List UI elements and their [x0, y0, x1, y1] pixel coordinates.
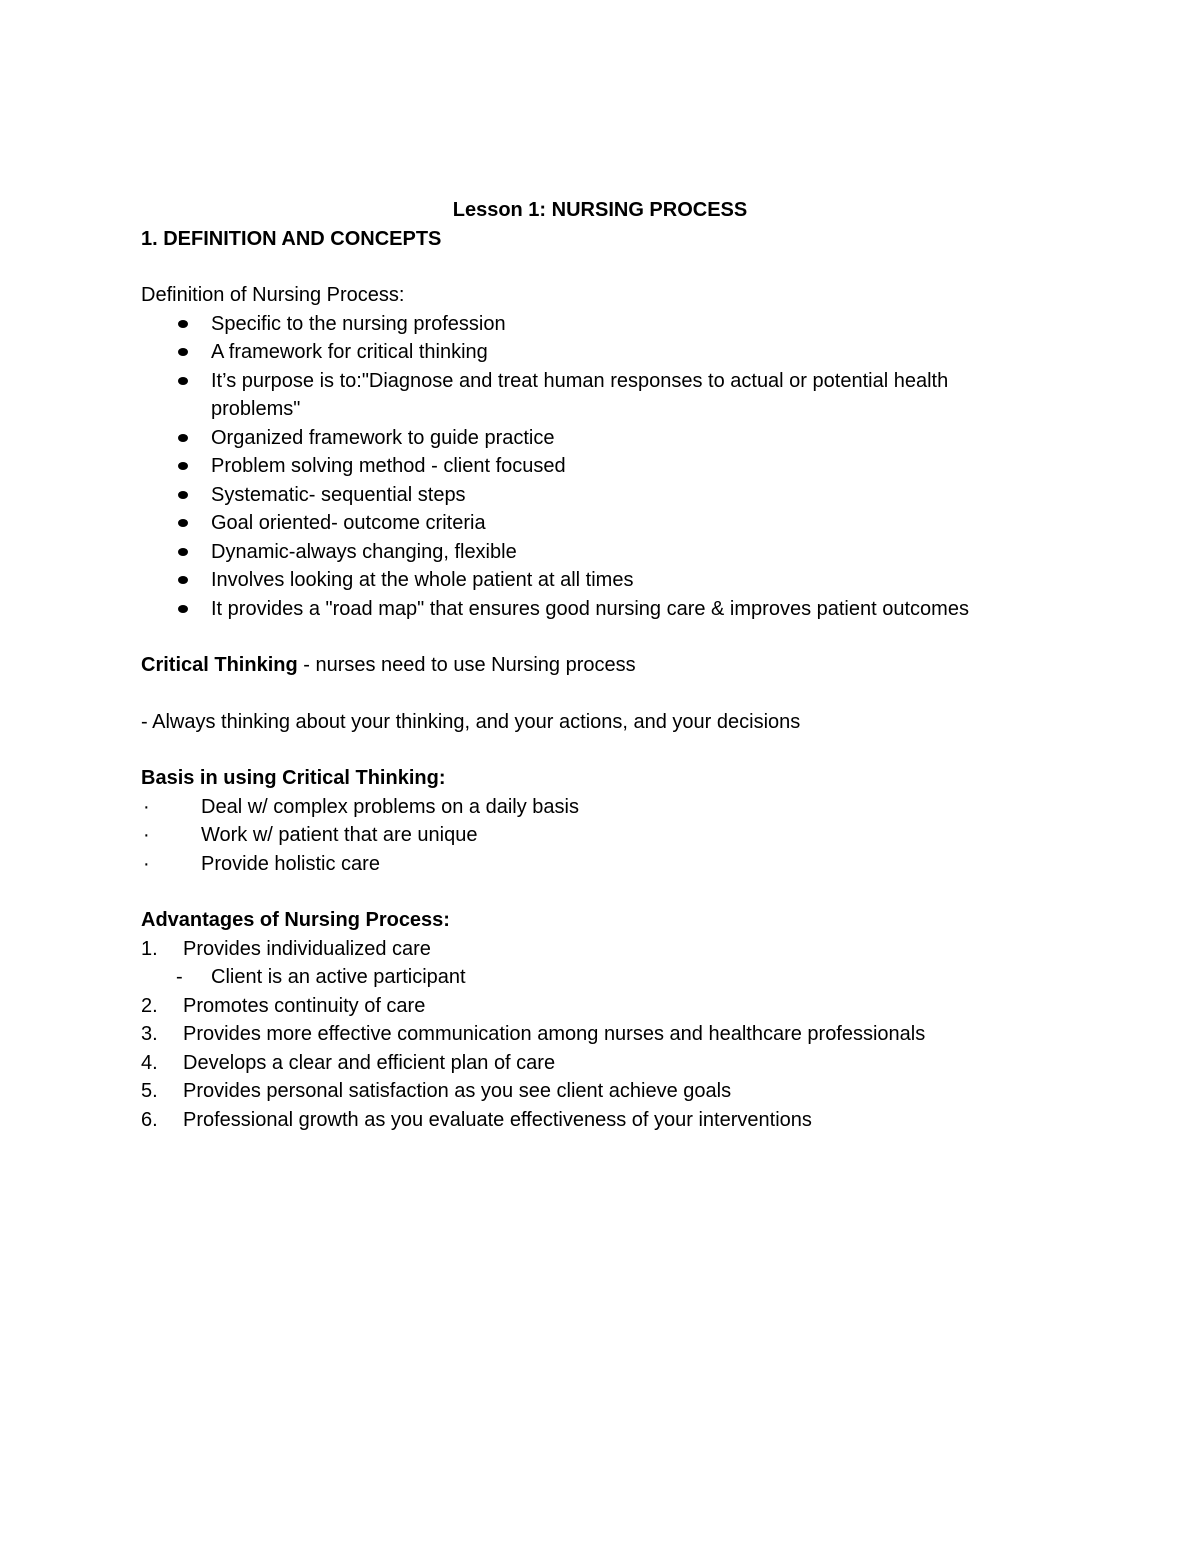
list-item — [141, 850, 1041, 879]
advantage-text: Promotes continuity of care — [183, 994, 426, 1017]
list-item — [141, 793, 1041, 822]
list-item — [141, 1077, 1041, 1106]
advantages-heading: Advantages of Nursing Process: — [141, 909, 450, 931]
list-item: Organized framework to guide practice — [141, 424, 1041, 453]
list-item: Systematic- sequential steps — [141, 481, 1041, 510]
advantage-text: Provides individualized care — [183, 937, 431, 960]
list-item — [141, 1020, 1041, 1049]
definition-intro: Definition of Nursing Process: — [141, 284, 405, 306]
spacer — [141, 253, 1041, 281]
section-heading-definition: 1. DEFINITION AND CONCEPTS — [141, 227, 442, 250]
list-number: 5. — [141, 1080, 158, 1102]
list-item — [141, 1106, 1041, 1135]
sub-item-text: Client is an active participant — [211, 966, 466, 988]
list-item — [141, 935, 1041, 964]
critical-thinking-text: - nurses need to use Nursing process — [297, 654, 636, 676]
list-item — [141, 821, 1041, 850]
critical-thinking-label: Critical Thinking — [141, 654, 298, 676]
list-item: Problem solving method - client focused — [141, 452, 1041, 481]
spacer — [141, 736, 1041, 764]
list-item: It’s purpose is to:"Diagnose and treat human responses to actual or potential health problems" — [141, 367, 1041, 424]
list-number: 2. — [141, 994, 158, 1017]
list-item — [141, 992, 1041, 1021]
advantage-text: Professional growth as you evaluate effectiveness of your interventions — [183, 1108, 812, 1131]
list-item: It provides a "road map" that ensures good nursing care & improves patient outcomes — [141, 595, 1041, 624]
spacer — [141, 680, 1041, 708]
middle-dot-marker: · — [143, 824, 150, 846]
document-page — [141, 196, 1041, 1134]
critical-thinking-paragraph — [141, 651, 1041, 680]
dash-marker: - — [176, 966, 183, 988]
sub-list-item — [141, 963, 1041, 992]
advantage-text: Provides more effective communication among nurses and healthcare professionals — [183, 1023, 926, 1045]
list-item: A framework for critical thinking — [141, 338, 1041, 367]
list-number: 4. — [141, 1051, 158, 1074]
list-item: Involves looking at the whole patient at all times — [141, 566, 1041, 595]
basis-heading: Basis in using Critical Thinking: — [141, 767, 446, 789]
list-item — [141, 1049, 1041, 1078]
list-item: Dynamic-always changing, flexible — [141, 538, 1041, 567]
document-title: Lesson 1: NURSING PROCESS — [452, 199, 748, 221]
advantages-list — [141, 935, 1041, 964]
advantage-text: Develops a clear and efficient plan of care — [183, 1051, 556, 1074]
basis-item-text: Work w/ patient that are unique — [201, 824, 478, 846]
basis-item-text: Deal w/ complex problems on a daily basis — [201, 795, 579, 818]
list-number: 6. — [141, 1108, 158, 1131]
spacer — [141, 878, 1041, 906]
list-item: Goal oriented- outcome criteria — [141, 509, 1041, 538]
advantages-list-continued — [141, 992, 1041, 1135]
advantage-text: Provides personal satisfaction as you see client achieve goals — [183, 1080, 732, 1102]
list-number: 1. — [141, 937, 158, 960]
list-item: Specific to the nursing profession — [141, 310, 1041, 339]
definition-list — [141, 310, 1041, 624]
middle-dot-marker: · — [143, 852, 150, 875]
middle-dot-marker: · — [143, 795, 150, 818]
list-number: 3. — [141, 1023, 158, 1045]
always-thinking-paragraph: - Always thinking about your thinking, and your actions, and your decisions — [141, 710, 801, 733]
spacer — [141, 623, 1041, 651]
basis-item-text: Provide holistic care — [201, 852, 380, 875]
